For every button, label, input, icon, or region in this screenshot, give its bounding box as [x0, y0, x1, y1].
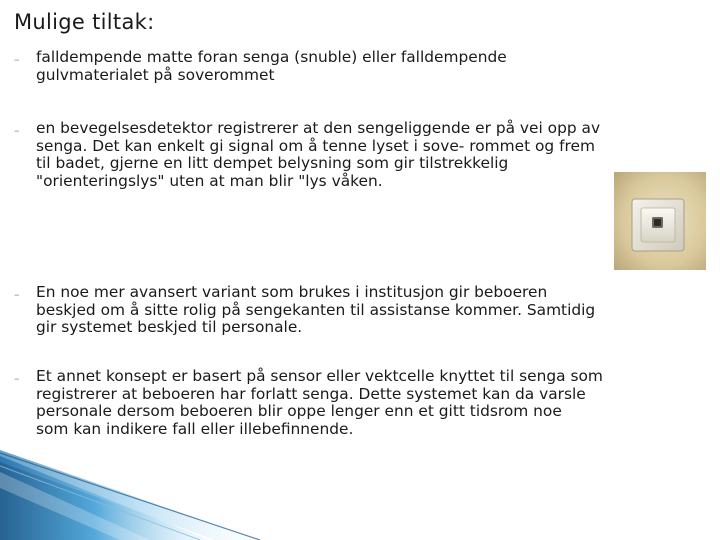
slide-title: Mulige tiltak: [14, 10, 155, 34]
bullet-marker: – [14, 288, 20, 301]
bullet-item [14, 49, 714, 84]
decorative-footer-stripes [0, 448, 720, 540]
bullet-item [14, 120, 714, 190]
bullet-marker: – [14, 372, 20, 385]
bullet-text: en bevegelsesdetektor registrerer at den sengeliggende er på vei opp av senga. Det kan enkelt gi signal om å tenne lyset i sove- rommet og frem til badet, gjerne en litt dempet belysning som gir tilstrekkelig "orienteringslys" uten at man blir "lys våken. [36, 119, 601, 190]
bullet-text: En noe mer avansert variant som brukes i institusjon gir beboeren beskjed om å sitte rolig på sengekanten til assistanse kommer. Samtidig gir systemet beskjed til personale. [36, 283, 596, 336]
bullet-marker: – [14, 124, 20, 137]
bullet-item [14, 284, 714, 337]
light-switch-icon [614, 172, 706, 270]
bullet-item [14, 368, 714, 438]
bullet-text: Et annet konsept er basert på sensor eller vektcelle knyttet til senga som registrerer at beboeren har forlatt senga. Dette systemet kan da varsle personale dersom beboeren blir oppe lenger enn et gitt tidsrom noe som kan indikere fall eller illebefinnende. [36, 367, 603, 438]
motion-detector-photo [614, 172, 706, 270]
bullet-text: falldempende matte foran senga (snuble) eller falldempende gulvmaterialet på soverommet [36, 48, 507, 84]
bullet-marker: – [14, 53, 20, 66]
